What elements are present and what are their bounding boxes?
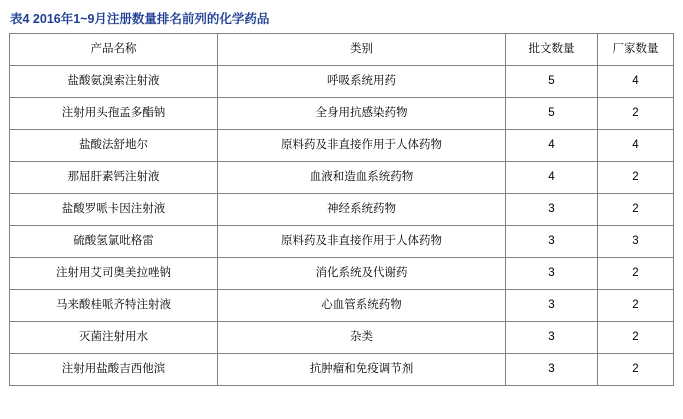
cell-product: 盐酸罗哌卡因注射液	[10, 194, 218, 226]
cell-approval-count: 3	[506, 194, 598, 226]
table-row	[10, 194, 674, 226]
cell-manufacturer-count: 3	[598, 226, 674, 258]
cell-product: 注射用盐酸吉西他滨	[10, 354, 218, 386]
cell-approval-count: 3	[506, 322, 598, 354]
cell-product: 马来酸桂哌齐特注射液	[10, 290, 218, 322]
table-row	[10, 130, 674, 162]
column-header-category: 类别	[218, 34, 506, 66]
table-row	[10, 354, 674, 386]
table-row	[10, 162, 674, 194]
cell-product: 盐酸氨溴索注射液	[10, 66, 218, 98]
table-header-row	[10, 34, 674, 66]
table-row	[10, 258, 674, 290]
table-row	[10, 322, 674, 354]
cell-category: 全身用抗感染药物	[218, 98, 506, 130]
cell-manufacturer-count: 4	[598, 130, 674, 162]
cell-approval-count: 5	[506, 98, 598, 130]
chemical-drugs-table	[9, 33, 674, 386]
cell-category: 消化系统及代谢药	[218, 258, 506, 290]
cell-category: 心血管系统药物	[218, 290, 506, 322]
cell-approval-count: 3	[506, 258, 598, 290]
cell-approval-count: 4	[506, 162, 598, 194]
cell-manufacturer-count: 2	[598, 322, 674, 354]
table-header	[10, 34, 674, 66]
table-row	[10, 290, 674, 322]
cell-product: 盐酸法舒地尔	[10, 130, 218, 162]
cell-manufacturer-count: 2	[598, 354, 674, 386]
cell-category: 血液和造血系统药物	[218, 162, 506, 194]
cell-category: 抗肿瘤和免疫调节剂	[218, 354, 506, 386]
cell-manufacturer-count: 2	[598, 290, 674, 322]
cell-product: 硫酸氢氯吡格雷	[10, 226, 218, 258]
column-header-approval-count: 批文数量	[506, 34, 598, 66]
cell-category: 杂类	[218, 322, 506, 354]
cell-product: 注射用艾司奥美拉唑钠	[10, 258, 218, 290]
cell-manufacturer-count: 2	[598, 98, 674, 130]
cell-approval-count: 3	[506, 354, 598, 386]
cell-approval-count: 4	[506, 130, 598, 162]
cell-manufacturer-count: 2	[598, 258, 674, 290]
page-title: 表4 2016年1~9月注册数量排名前列的化学药品	[10, 12, 270, 26]
cell-product: 灭菌注射用水	[10, 322, 218, 354]
cell-approval-count: 5	[506, 66, 598, 98]
cell-category: 原料药及非直接作用于人体药物	[218, 130, 506, 162]
cell-category: 神经系统药物	[218, 194, 506, 226]
cell-product: 那屈肝素钙注射液	[10, 162, 218, 194]
table-row	[10, 226, 674, 258]
column-header-manufacturer-count: 厂家数量	[598, 34, 674, 66]
column-header-product: 产品名称	[10, 34, 218, 66]
cell-approval-count: 3	[506, 290, 598, 322]
cell-manufacturer-count: 4	[598, 66, 674, 98]
cell-product: 注射用头孢孟多酯钠	[10, 98, 218, 130]
cell-manufacturer-count: 2	[598, 194, 674, 226]
table-row	[10, 98, 674, 130]
cell-manufacturer-count: 2	[598, 162, 674, 194]
table-row	[10, 66, 674, 98]
cell-category: 呼吸系统用药	[218, 66, 506, 98]
table-body	[10, 66, 674, 386]
cell-approval-count: 3	[506, 226, 598, 258]
cell-category: 原料药及非直接作用于人体药物	[218, 226, 506, 258]
